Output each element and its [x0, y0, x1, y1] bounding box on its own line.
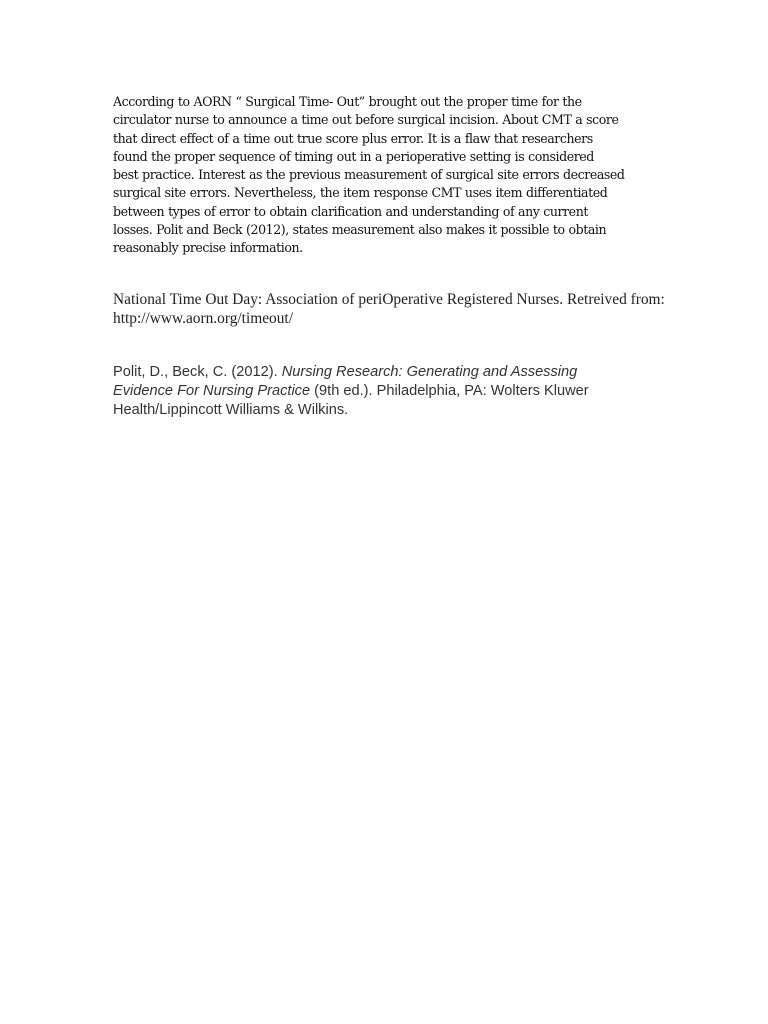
reference-authors: Polit, D., Beck, C. (2012). [113, 364, 282, 380]
reference-polit-line1 [113, 363, 633, 382]
reference-title-part2: Evidence For Nursing Practice [113, 383, 311, 400]
paragraph-line: reasonably precise information. [113, 240, 303, 256]
paragraph-line: between types of error to obtain clarification and understanding of any current [113, 203, 588, 219]
paragraph-line: that direct effect of a time out true score plus error. It is a flaw that researchers [113, 130, 593, 146]
reference-edition-publisher: (9th ed.). Philadelphia, PA: Wolters Kluwer [310, 383, 589, 400]
reference-aorn [113, 291, 673, 328]
paragraph-line: circulator nurse to announce a time out before surgical incision. About CMT a score [113, 112, 619, 128]
paragraph-line: surgical site errors. Nevertheless, the item response CMT uses item differentiated [113, 185, 608, 201]
reference-publisher-line2: Health/Lippincott Williams & Wilkins. [113, 402, 349, 419]
paragraph-line: best practice. Interest as the previous measurement of surgical site errors decreased [113, 167, 625, 183]
body-paragraph [113, 93, 661, 258]
reference-polit-beck [113, 363, 633, 421]
reference-aorn-url: http://www.aorn.org/timeout/ [113, 309, 293, 327]
paragraph-line: According to AORN “ Surgical Time- Out” brought out the proper time for the [113, 94, 582, 109]
reference-polit-line2 [113, 382, 633, 401]
reference-aorn-line1: National Time Out Day: Association of periOperative Registered Nurses. Retreived from: [113, 291, 665, 308]
reference-title-part1: Nursing Research: Generating and Assessing [281, 364, 578, 380]
paragraph-line: found the proper sequence of timing out in a perioperative setting is considered [113, 148, 594, 164]
paragraph-line: losses. Polit and Beck (2012), states measurement also makes it possible to obtain [113, 222, 607, 238]
